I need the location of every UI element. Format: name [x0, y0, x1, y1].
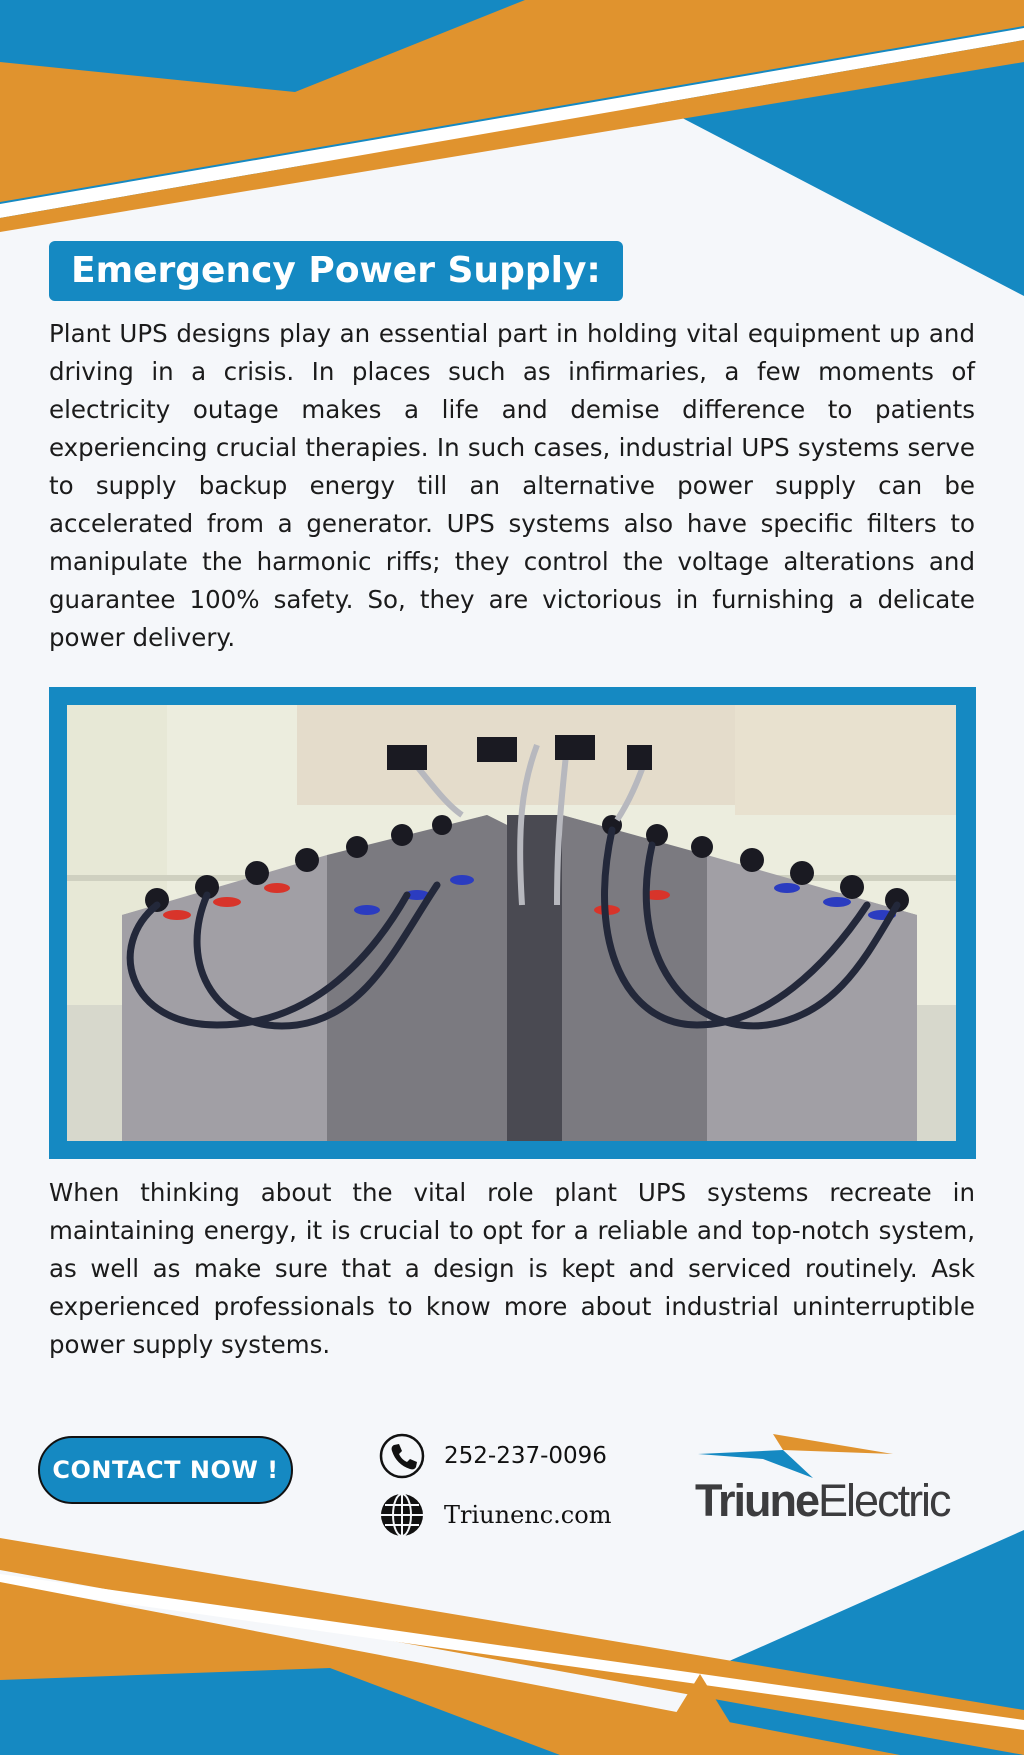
footer-decoration: [0, 1530, 1024, 1755]
intro-paragraph: Plant UPS designs play an essential part in holding vital equipment up and driving in a crisis. In places such as infirmaries, a few moments of electricity outage makes a life and demise difference to patients experiencing crucial therapies. In such cases, industrial UPS systems serve to supply backup energy till an alternative power supply can be accelerated from a generator. UPS systems also have specific filters to manipulate the harmonic riffs; they control the voltage alterations and guarantee 100% safety. So, they are victorious in furnishing a delicate power delivery.: [49, 319, 975, 652]
photo-frame: [49, 687, 976, 1159]
closing-paragraph: When thinking about the vital role plant UPS systems recreate in maintaining energy, it is crucial to opt for a reliable and top-notch system, as well as make sure that a design is kept and serviced routinely. Ask experienced professionals to know more about industrial uninterruptible power supply systems.: [49, 1178, 975, 1359]
globe-icon: [379, 1492, 425, 1538]
triune-electric-logo: [693, 1432, 978, 1522]
page-title: Emergency Power Supply:: [49, 241, 623, 301]
phone-icon: [379, 1433, 425, 1479]
website-url: Triunenc.com: [444, 1501, 612, 1529]
contact-now-button[interactable]: CONTACT NOW !: [38, 1436, 293, 1504]
logo-text-light: Electric: [818, 1475, 950, 1522]
website-contact[interactable]: [379, 1492, 611, 1538]
logo-text-bold: Triune: [695, 1475, 819, 1522]
phone-number: 252-237-0096: [444, 1443, 607, 1469]
phone-contact[interactable]: [379, 1433, 607, 1479]
ups-battery-photo: [67, 705, 956, 1141]
svg-text:TriuneElectric: [695, 1475, 951, 1522]
